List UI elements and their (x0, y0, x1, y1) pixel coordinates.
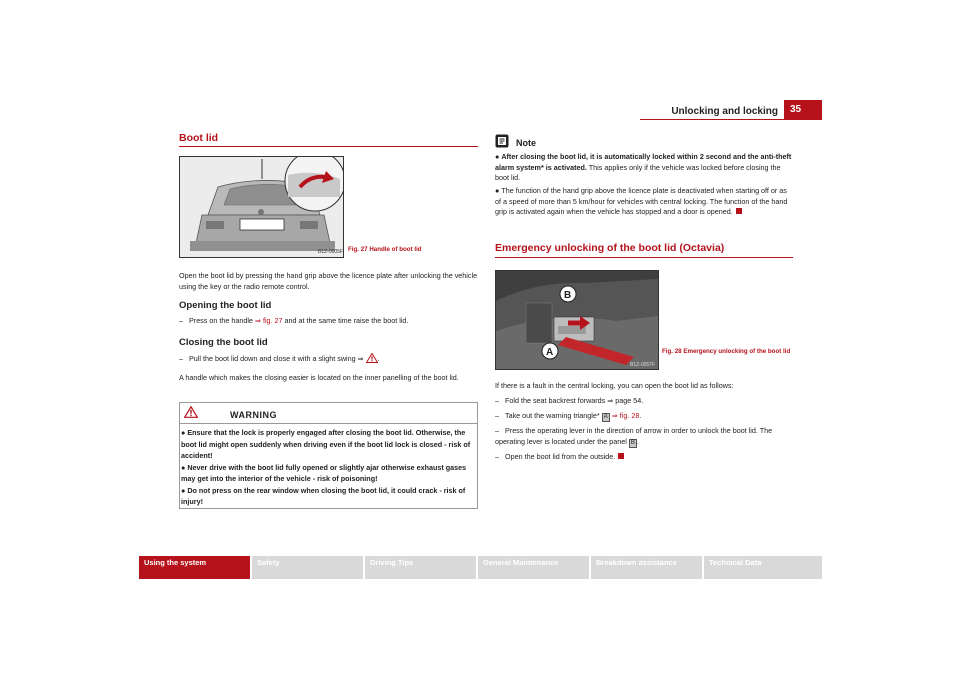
figure-28-caption: Fig. 28 Emergency unlocking of the boot lid (662, 348, 791, 355)
end-mark (618, 453, 624, 459)
section-rule (179, 146, 478, 147)
fig28-link[interactable]: ⇒ fig. 28 (611, 411, 640, 420)
figure-28-code: B1Z-0057F (630, 362, 656, 368)
header-rule (640, 119, 822, 120)
tab-technical-data[interactable]: Technical Data (704, 556, 822, 579)
subheading-opening: Opening the boot lid (179, 300, 272, 311)
figure-28-image (495, 270, 659, 370)
warning-title: WARNING (230, 410, 277, 420)
section-title-emergency: Emergency unlocking of the boot lid (Octavia) (495, 242, 725, 254)
tab-safety[interactable]: Safety (252, 556, 363, 579)
tab-breakdown-assistance[interactable]: Breakdown assistance (591, 556, 702, 579)
warning-item: ● Do not press on the rear window when closing the boot lid, it could crack - risk of injury! (181, 485, 466, 506)
note-item-1: ● After closing the boot lid, it is automatically locked within 2 second and the anti-theft alarm system* is activated. This applies only if the vehicle was locked before closing the boot lid. (495, 152, 792, 183)
warning-item: ● Ensure that the lock is properly engaged after closing the boot lid. Otherwise, the boot lid might open suddenly when driving even if the boot lid lock is closed - risk of accident! (181, 428, 471, 460)
intro-paragraph: Open the boot lid by pressing the hand grip above the licence plate after unlocking the vehicle using the key or the radio remote control. (179, 271, 478, 291)
end-mark (736, 208, 742, 214)
closing-step: – Pull the boot lid down and close it with a slight swing ⇒ . (179, 354, 380, 363)
callout-b: B (564, 290, 572, 301)
warning-triangle-icon (184, 406, 198, 418)
step-3: – Press the operating lever in the direction of arrow in order to unlock the boot lid. The operating lever is located under the panel B . (495, 426, 773, 446)
callout-a: A (546, 347, 554, 358)
page-number: 35 (784, 100, 822, 119)
opening-step: – Press on the handle ⇒ fig. 27 and at the same time raise the boot lid. (179, 316, 409, 325)
trunk-interior-illustration (496, 271, 658, 369)
figure-27-caption: Fig. 27 Handle of boot lid (348, 246, 422, 253)
step-2: – Take out the warning triangle* A ⇒ fig. 28. (495, 411, 642, 420)
section-title-boot-lid: Boot lid (179, 132, 219, 144)
subheading-closing: Closing the boot lid (179, 337, 268, 348)
step-4: – Open the boot lid from the outside. (495, 452, 793, 463)
section-rule (495, 257, 793, 258)
fault-paragraph: If there is a fault in the central locking, you can open the boot lid as follows: (495, 381, 734, 390)
label-b-box: B (630, 439, 635, 446)
tab-using-the-system[interactable]: Using the system (139, 556, 250, 579)
warning-box-header (179, 402, 478, 424)
warning-triangle-icon[interactable] (366, 353, 378, 363)
tab-driving-tips[interactable]: Driving Tips (365, 556, 476, 579)
warning-list (181, 427, 476, 508)
car-rear-illustration (180, 157, 343, 257)
step-1: – Fold the seat backrest forwards ⇒ page 54. (495, 396, 644, 405)
fig27-link[interactable]: ⇒ fig. 27 (254, 316, 283, 325)
note-title: Note (516, 138, 536, 148)
note-item-2: ● The function of the hand grip above the licence plate is deactivated when starting off or as of a speed of more than 5 km/hour for vehicles with central locking. The function of the hand grip is activated again when the vehicle has stopped and a door is opened. (495, 186, 788, 217)
note-icon (495, 134, 509, 148)
label-a-box: A (603, 414, 608, 420)
warning-item: ● Never drive with the boot lid fully opened or slightly ajar otherwise exhaust gases may get into the interior of the vehicle - risk of poisoning! (181, 462, 467, 483)
running-header-title: Unlocking and locking (671, 106, 778, 117)
figure-27-code: B1Z-0005F (318, 249, 343, 255)
figure-27-image (179, 156, 344, 258)
tab-general-maintenance[interactable]: General Maintenance (478, 556, 589, 579)
closing-paragraph: A handle which makes the closing easier is located on the inner panelling of the boot lid. (179, 373, 459, 382)
